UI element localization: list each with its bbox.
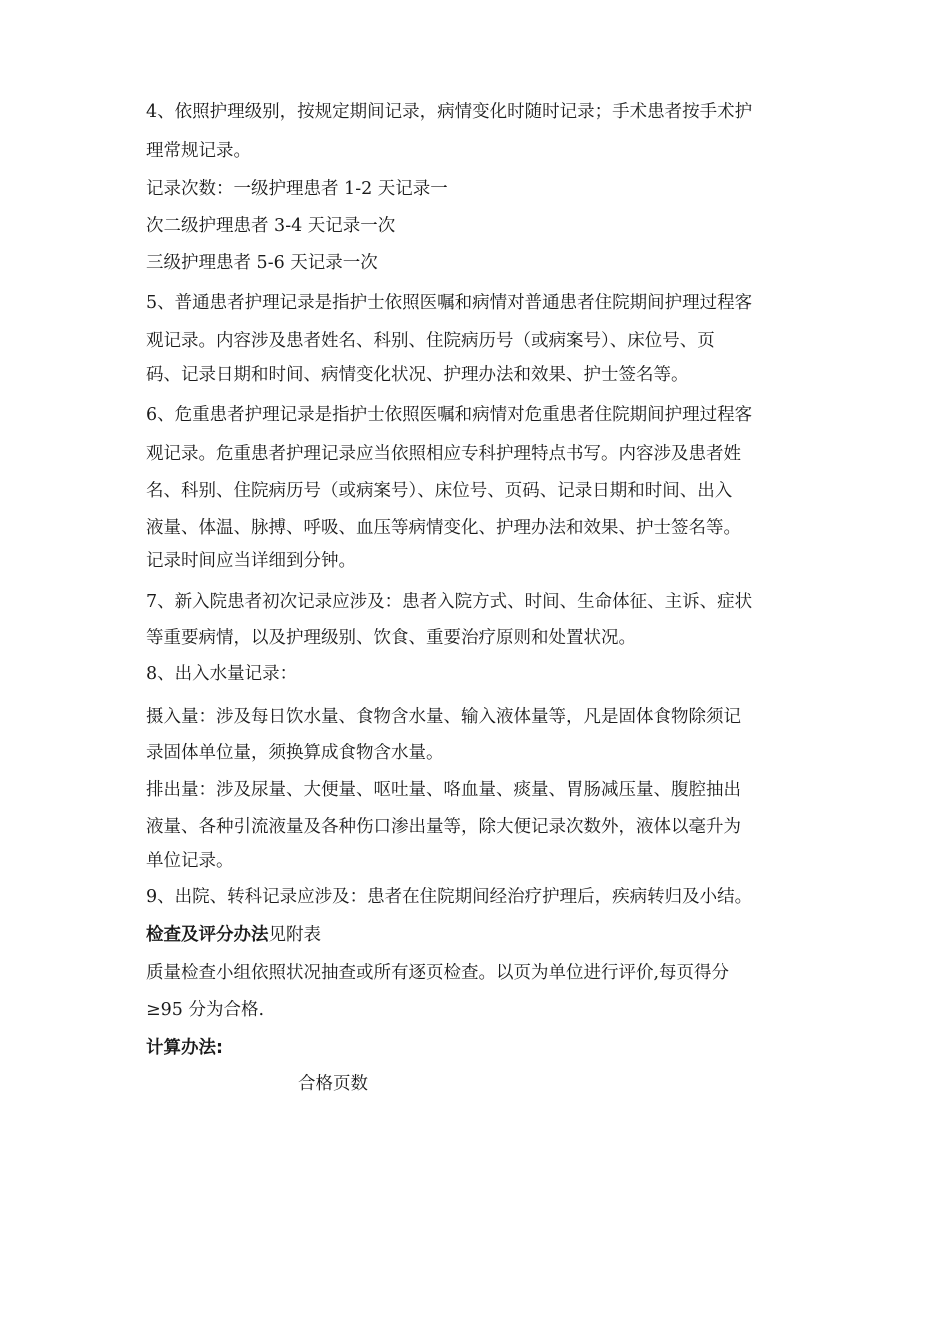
check-text-line: 质量检查小组依照状况抽查或所有逐页检查。以页为单位进行评价,每页得分 [146, 963, 730, 983]
check-text-line: ≥95 分为合格. [146, 1000, 265, 1020]
formula-numerator: 合格页数 [298, 1074, 368, 1094]
text-line: 5、普通患者护理记录是指护士依照医嘱和病情对普通患者住院期间护理过程客 [146, 293, 753, 313]
text-line: 码、记录日期和时间、病情变化状况、护理办法和效果、护士签名等。 [146, 365, 689, 385]
calc-heading: 计算办法: [146, 1038, 223, 1058]
text-line: 观记录。危重患者护理记录应当依照相应专科护理特点书写。内容涉及患者姓 [146, 444, 741, 464]
text-line: 液量、各种引流液量及各种伤口渗出量等，除大便记录次数外，液体以毫升为 [146, 817, 741, 837]
text-line: 液量、体温、脉搏、呼吸、血压等病情变化、护理办法和效果、护士签名等。 [146, 518, 741, 538]
text-line: 8、出入水量记录： [146, 664, 298, 684]
text-line: 7、新入院患者初次记录应涉及：患者入院方式、时间、生命体征、主诉、症状 [146, 592, 753, 612]
text-line: 记录时间应当详细到分钟。 [146, 551, 356, 571]
text-line: 三级护理患者 5-6 天记录一次 [146, 253, 378, 273]
check-heading-suffix: 见附表 [268, 925, 321, 945]
text-line: 9、出院、转科记录应涉及：患者在住院期间经治疗护理后，疾病转归及小结。 [146, 887, 753, 907]
check-heading-line [146, 924, 321, 946]
text-line: 单位记录。 [146, 851, 234, 871]
text-line: 4、依照护理级别，按规定期间记录，病情变化时随时记录；手术患者按手术护 [146, 102, 753, 122]
text-line: 录固体单位量，须换算成食物含水量。 [146, 743, 444, 763]
text-line: 观记录。内容涉及患者姓名、科别、住院病历号（或病案号）、床位号、页 [146, 331, 715, 351]
text-line: 排出量：涉及尿量、大便量、呕吐量、咯血量、痰量、胃肠减压量、腹腔抽出 [146, 780, 741, 800]
text-line: 理常规记录。 [146, 141, 251, 161]
text-line: 名、科别、住院病历号（或病案号）、床位号、页码、记录日期和时间、出入 [146, 481, 733, 501]
text-line: 6、危重患者护理记录是指护士依照医嘱和病情对危重患者住院期间护理过程客 [146, 405, 753, 425]
text-line: 次二级护理患者 3-4 天记录一次 [146, 216, 396, 236]
text-line: 记录次数：一级护理患者 1-2 天记录一 [146, 179, 448, 199]
text-line: 等重要病情，以及护理级别、饮食、重要治疗原则和处置状况。 [146, 628, 636, 648]
check-heading: 检查及评分办法 [146, 925, 269, 945]
text-line: 摄入量：涉及每日饮水量、食物含水量、输入液体量等，凡是固体食物除须记 [146, 707, 741, 727]
